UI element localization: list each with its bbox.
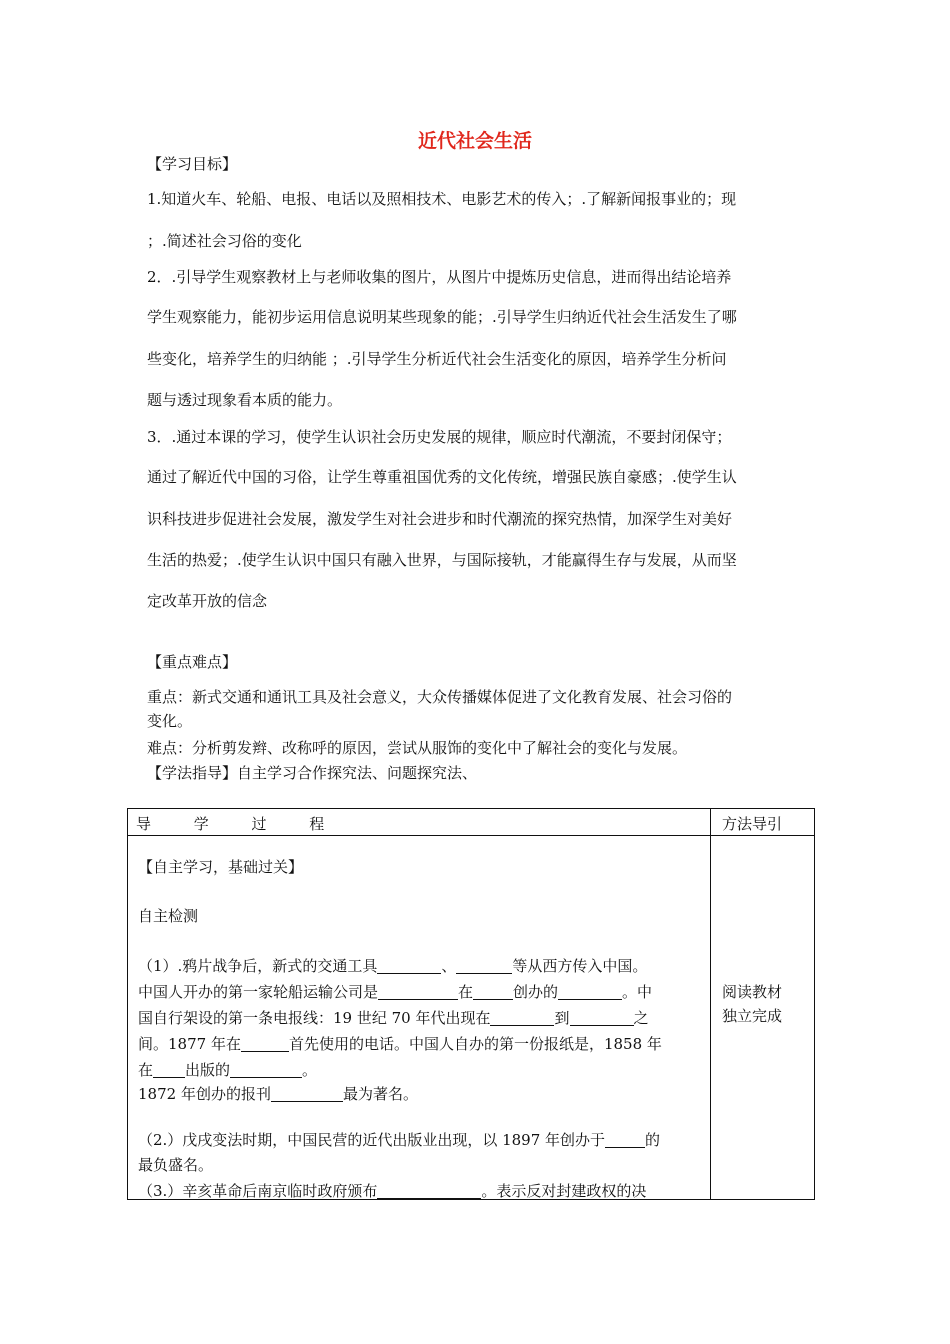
- question-text: 到: [554, 1009, 570, 1027]
- question-1-line: [138, 955, 647, 976]
- answer-blank[interactable]: [605, 1132, 645, 1148]
- answer-blank[interactable]: [570, 1010, 634, 1026]
- goals-line: 2．.引导学生观察教材上与老师收集的图片，从图片中提炼历史信息，进而得出结论培养: [147, 268, 732, 286]
- question-1-line: [138, 1059, 317, 1080]
- question-text: 间。1877 年在: [138, 1035, 241, 1053]
- method-guidance-line: 【学法指导】自主学习合作探究法、问题探究法、: [147, 764, 478, 782]
- goals-line: 学生观察能力，能初步运用信息说明某些现象的能；.引导学生归纳近代社会生活发生了哪: [147, 308, 737, 326]
- answer-blank[interactable]: [271, 1086, 343, 1102]
- question-text: 之: [633, 1009, 649, 1027]
- question-1-line: [138, 1007, 649, 1028]
- question-text: 最为著名。: [342, 1085, 418, 1103]
- question-1-line: [138, 1083, 418, 1104]
- goals-line: ；.简述社会习俗的变化: [147, 232, 302, 250]
- question-1-line: [138, 981, 652, 1002]
- goals-line: 题与透过现象看本质的能力。: [147, 391, 343, 409]
- table-header-process: 导 学 过 程: [136, 815, 329, 833]
- question-text: 在: [138, 1061, 154, 1079]
- question-text: 在: [458, 983, 474, 1001]
- question-2-line: 最负盛名。: [138, 1156, 214, 1174]
- question-2-line: [138, 1129, 660, 1150]
- question-text: （2.）戊戌变法时期，中国民营的近代出版业出现，以 1897 年创办于: [138, 1131, 606, 1149]
- self-study-heading: 【自主学习，基础过关】: [138, 858, 304, 876]
- answer-blank[interactable]: [456, 958, 512, 974]
- section-heading-goals: 【学习目标】: [147, 155, 238, 173]
- question-text: 中国人开办的第一家轮船运输公司是: [138, 983, 379, 1001]
- goals-line: 生活的热爱；.使学生认识中国只有融入世界，与国际接轨，才能赢得生存与发展，从而坚: [147, 551, 737, 569]
- question-text: 创办的: [513, 983, 559, 1001]
- study-process-table: [127, 808, 815, 1200]
- question-text: 1872 年创办的报刊: [138, 1085, 271, 1103]
- answer-blank[interactable]: [490, 1010, 554, 1026]
- goals-line: 1.知道火车、轮船、电报、电话以及照相技术、电影艺术的传入；.了解新闻报事业的；现: [147, 190, 737, 208]
- table-header-divider: [128, 835, 814, 836]
- question-text: 。表示反对封建政权的决: [481, 1182, 647, 1200]
- answer-blank[interactable]: [377, 958, 441, 974]
- page-title: 近代社会生活: [417, 130, 532, 152]
- goals-line: 定改革开放的信念: [147, 592, 268, 610]
- section-heading-key-points: 【重点难点】: [147, 653, 238, 671]
- answer-blank[interactable]: [230, 1062, 302, 1078]
- answer-blank[interactable]: [473, 984, 513, 1000]
- question-3-line: [138, 1180, 646, 1201]
- answer-blank[interactable]: [377, 1183, 481, 1199]
- goals-line: 些变化，培养学生的归纳能 ；.引导学生分析近代社会生活变化的原因，培养学生分析问: [147, 350, 727, 368]
- difficulty-line: 难点：分析剪发辫、改称呼的原因，尝试从服饰的变化中了解社会的变化与发展。: [147, 739, 688, 757]
- question-text: （1）.鸦片战争后，新式的交通工具: [138, 957, 378, 975]
- question-text: （3.）辛亥革命后南京临时政府颁布: [138, 1182, 378, 1200]
- question-text: 。: [302, 1061, 318, 1079]
- question-text: 出版的: [185, 1061, 231, 1079]
- goals-line: 3．.通过本课的学习，使学生认识社会历史发展的规律，顺应时代潮流，不要封闭保守；: [147, 428, 732, 446]
- table-column-divider: [710, 809, 711, 1199]
- goals-line: 识科技进步促进社会发展，激发学生对社会进步和时代潮流的探究热情，加深学生对美好: [147, 510, 733, 528]
- guide-text-line: 独立完成: [722, 1007, 783, 1025]
- goals-line: 通过了解近代中国的习俗，让学生尊重祖国优秀的文化传统，增强民族自豪感；.使学生认: [147, 468, 737, 486]
- answer-blank[interactable]: [241, 1036, 289, 1052]
- key-point-line: 重点：新式交通和通讯工具及社会意义，大众传播媒体促进了文化教育发展、社会习俗的: [147, 688, 733, 706]
- answer-blank[interactable]: [378, 984, 458, 1000]
- self-check-heading: 自主检测: [138, 907, 199, 925]
- question-text: 国自行架设的第一条电报线：19 世纪 70 年代出现在: [138, 1009, 491, 1027]
- question-text: 、: [441, 957, 457, 975]
- question-text: 首先使用的电话。中国人自办的第一份报纸是，1858 年: [288, 1035, 662, 1053]
- question-1-line: [138, 1033, 662, 1054]
- answer-blank[interactable]: [153, 1062, 185, 1078]
- question-text: 的: [645, 1131, 661, 1149]
- table-header-guide: 方法导引: [722, 815, 783, 833]
- key-point-line: 变化。: [147, 712, 193, 730]
- guide-text-line: 阅读教材: [722, 983, 783, 1001]
- question-text: 。中: [622, 983, 653, 1001]
- question-text: 等从西方传入中国。: [512, 957, 648, 975]
- answer-blank[interactable]: [558, 984, 622, 1000]
